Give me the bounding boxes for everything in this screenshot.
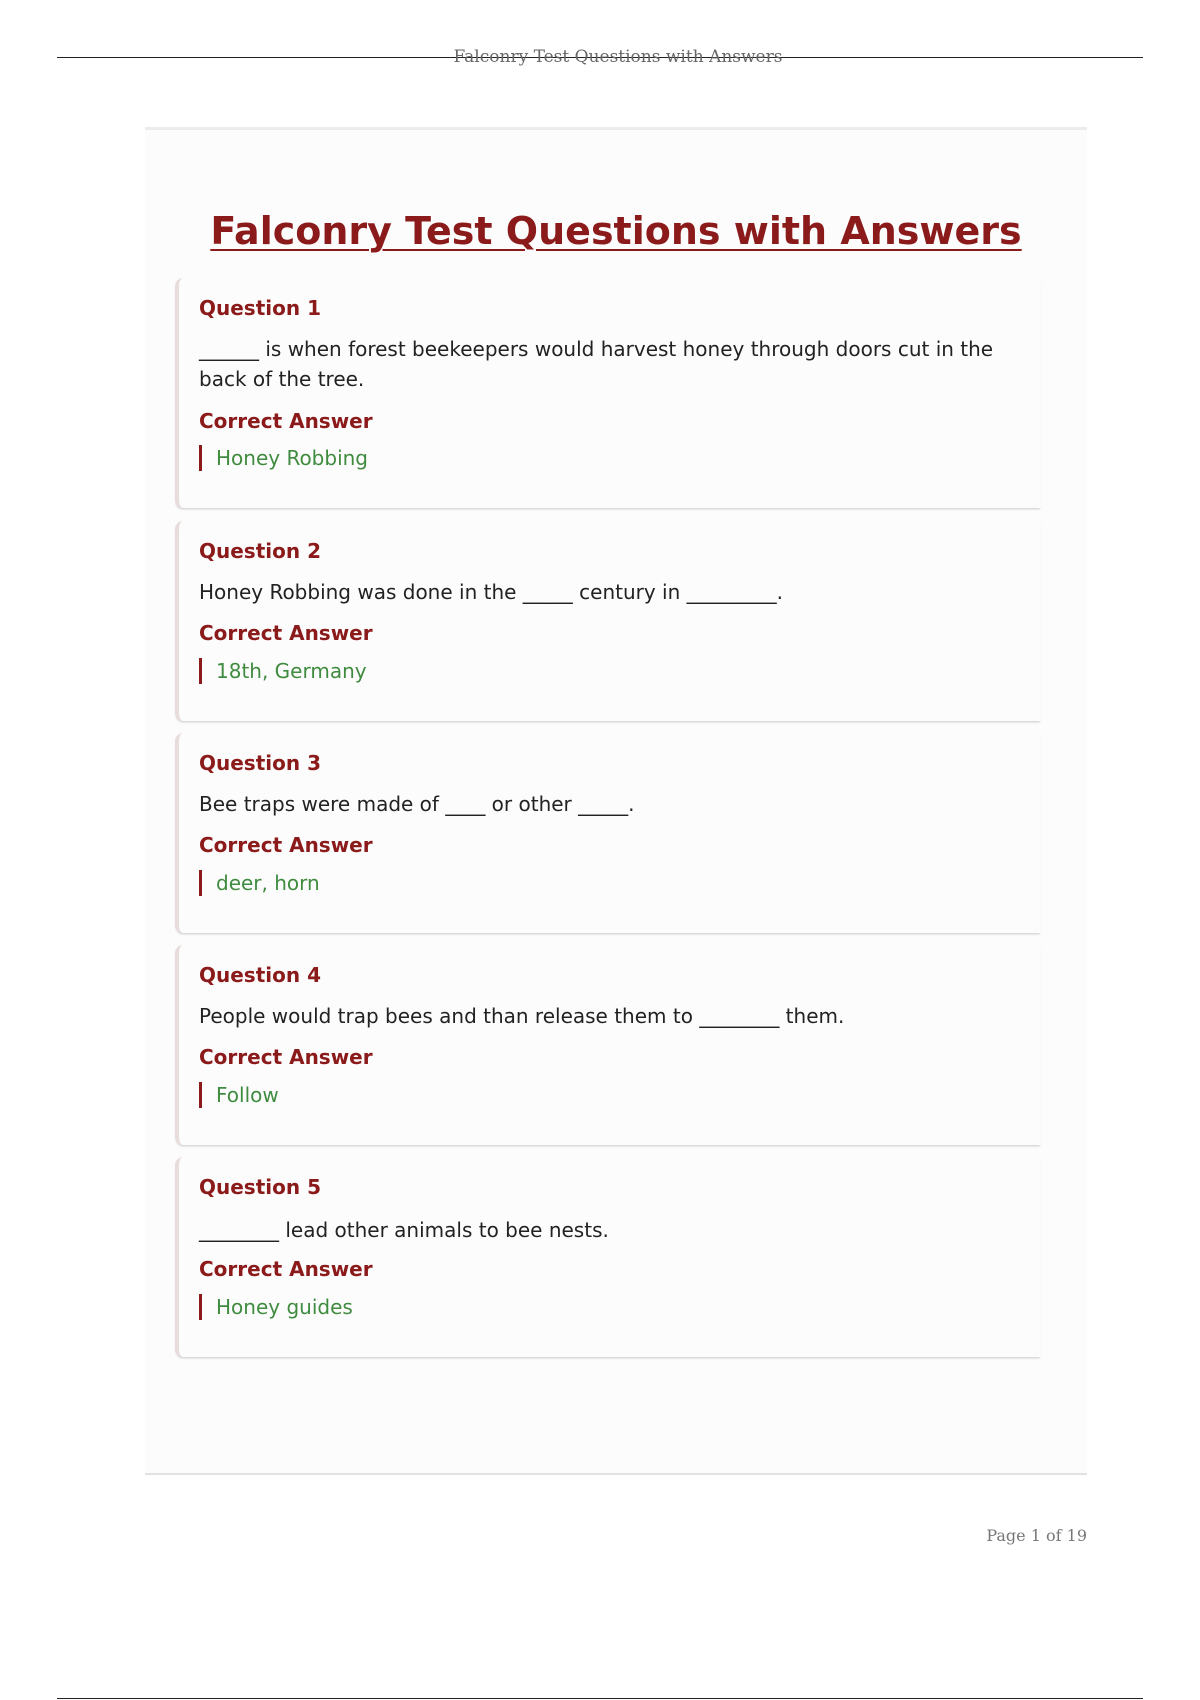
question-label: Question 5 [199, 1175, 321, 1199]
question-label: Question 1 [199, 296, 321, 320]
answer-text: Honey Robbing [199, 445, 368, 471]
question-text: ______ is when forest beekeepers would harvest honey through doors cut in the back of the tree. [199, 337, 994, 391]
question-label: Question 4 [199, 963, 321, 987]
question-text: ________ lead other animals to bee nests. [199, 1218, 609, 1242]
question-text: People would trap bees and than release them to ________ them. [199, 1004, 845, 1028]
correct-answer-label: Correct Answer [199, 1045, 373, 1069]
document-title: Falconry Test Questions with Answers [210, 209, 1022, 253]
correct-answer-label: Correct Answer [199, 409, 373, 433]
question-card-1 [175, 278, 1041, 508]
answer-text: Follow [199, 1082, 279, 1108]
question-label: Question 3 [199, 751, 321, 775]
document-content [145, 127, 1087, 1475]
page-number: Page 1 of 19 [986, 1526, 1087, 1545]
question-label: Question 2 [199, 539, 321, 563]
answer-text: deer, horn [199, 870, 320, 896]
footer-rule [57, 1698, 1143, 1699]
question-text: Honey Robbing was done in the _____ century in _________. [199, 580, 784, 604]
question-card-3 [175, 733, 1041, 933]
answer-text: 18th, Germany [199, 658, 367, 684]
correct-answer-label: Correct Answer [199, 1257, 373, 1281]
question-card-5 [175, 1157, 1041, 1357]
question-card-2 [175, 521, 1041, 721]
question-text: Bee traps were made of ____ or other _____. [199, 792, 635, 816]
answer-text: Honey guides [199, 1294, 353, 1320]
question-card-4 [175, 945, 1041, 1145]
correct-answer-label: Correct Answer [199, 621, 373, 645]
correct-answer-label: Correct Answer [199, 833, 373, 857]
running-header: Falconry Test Questions with Answers [453, 47, 783, 67]
